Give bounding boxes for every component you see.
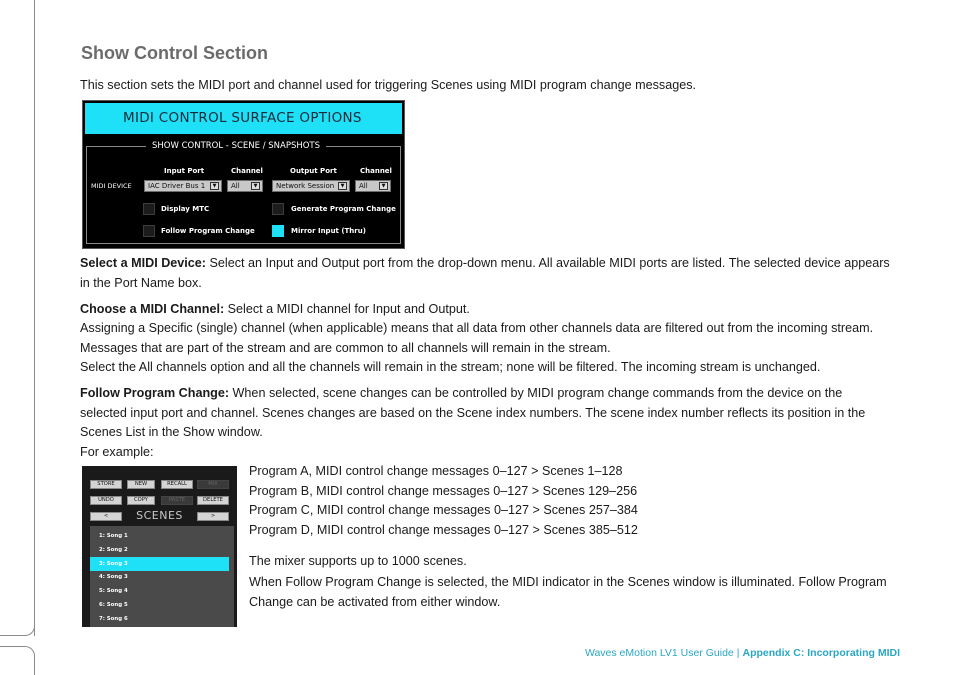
output-port-dropdown[interactable] (272, 180, 350, 192)
previous-scene-button[interactable]: < (90, 512, 122, 521)
for-example-text: For example: (80, 445, 154, 459)
scenes-list (90, 526, 234, 627)
mix-button[interactable]: MIX (197, 480, 229, 489)
display-mtc-label: Display MTC (161, 205, 210, 213)
mirror-input-checkbox[interactable] (272, 225, 284, 237)
scene-item[interactable]: 4: Song 3 (99, 574, 128, 580)
select-device-text: Select an Input and Output port from the drop-down menu. All available MIDI ports are listed. The selected device appears in the Port Name box. (80, 256, 890, 290)
footer-section-title: Appendix C: Incorporating MIDI (742, 647, 900, 659)
assign-specific-paragraph: Assigning a Specific (single) channel (when applicable) means that all data from other channels data are filtered out from the incoming stream. Messages that are part of the stream and are common to all channels will remain in the stream. (80, 321, 874, 355)
example-program-a: Program A, MIDI control change messages 0–127 > Scenes 1–128 (249, 464, 623, 478)
output-channel-header: Channel (360, 167, 392, 175)
scenes-title: SCENES (136, 509, 183, 522)
dropdown-arrow-icon: ▼ (338, 182, 347, 190)
output-port-header: Output Port (290, 167, 337, 175)
follow-program-change-heading: Follow Program Change: (80, 386, 230, 400)
example-program-d: Program D, MIDI control change messages 0–127 > Scenes 385–512 (249, 523, 638, 537)
example-program-c: Program C, MIDI control change messages 0–127 > Scenes 257–384 (249, 503, 638, 517)
page-corner-bottom (0, 646, 35, 675)
input-port-dropdown[interactable] (144, 180, 222, 192)
follow-program-change-checkbox[interactable] (143, 225, 155, 237)
page-title: Show Control Section (81, 43, 268, 63)
dropdown-arrow-icon: ▼ (379, 182, 388, 190)
follow-program-change-label: Follow Program Change (161, 227, 255, 235)
paste-button[interactable]: PASTE (161, 496, 193, 505)
generate-program-change-label: Generate Program Change (291, 205, 396, 213)
left-margin-rule (34, 0, 35, 636)
undo-button[interactable]: UNDO (90, 496, 122, 505)
dropdown-arrow-icon: ▼ (251, 182, 260, 190)
scene-item[interactable]: 5: Song 4 (99, 588, 128, 594)
scene-item[interactable]: 1: Song 1 (99, 533, 128, 539)
input-port-value: IAC Driver Bus 1 (148, 182, 206, 190)
page-footer (585, 647, 900, 659)
input-channel-header: Channel (231, 167, 263, 175)
page-corner-top (0, 620, 35, 636)
show-control-group-label: SHOW CONTROL - SCENE / SNAPSHOTS (146, 140, 326, 152)
footer-separator: | (736, 647, 740, 659)
mixer-supports-text: The mixer supports up to 1000 scenes. (249, 554, 467, 568)
select-all-paragraph: Select the All channels option and all the channels will remain in the stream; none will be filtered. The incoming stream is unchanged. (80, 360, 821, 374)
intro-paragraph: This section sets the MIDI port and channel used for triggering Scenes using MIDI program change messages. (80, 78, 697, 92)
footer-guide-title: Waves eMotion LV1 User Guide (584, 647, 734, 659)
copy-button[interactable]: COPY (127, 496, 155, 505)
input-channel-value: All (231, 182, 240, 190)
scene-item[interactable]: 6: Song 5 (99, 602, 128, 608)
choose-channel-label: Choose a MIDI Channel: (80, 302, 225, 316)
choose-channel-text: Select a MIDI channel for Input and Output. (224, 302, 470, 316)
dropdown-arrow-icon: ▼ (210, 182, 219, 190)
select-device-label: Select a MIDI Device: (80, 256, 206, 270)
midi-panel-header: MIDI CONTROL SURFACE OPTIONS (85, 103, 402, 134)
follow-program-change-text: When selected, scene changes can be controlled by MIDI program change commands from the device on the selected input port and channel. Scenes changes are based on the Scene index numbers. The scene index number reflects its position in the Scenes List in the Show window. (80, 386, 866, 440)
choose-channel-paragraph (80, 300, 892, 320)
input-channel-dropdown[interactable] (227, 180, 263, 192)
midi-control-surface-panel (82, 100, 405, 249)
follow-program-change-paragraph (80, 384, 892, 443)
next-scene-button[interactable]: > (197, 512, 229, 521)
scene-item[interactable]: 2: Song 2 (99, 547, 128, 553)
midi-device-label: MIDI DEVICE (91, 182, 132, 190)
generate-program-change-checkbox[interactable] (272, 203, 284, 215)
when-follow-text: When Follow Program Change is selected, the MIDI indicator in the Scenes window is illuminated. Follow Program Change can be activated from either window. (249, 575, 887, 609)
mirror-input-label: Mirror Input (Thru) (291, 227, 366, 235)
scenes-panel (82, 466, 237, 627)
delete-button[interactable]: DELETE (197, 496, 229, 505)
recall-button[interactable]: RECALL (161, 480, 193, 489)
output-port-value: Network Session (276, 182, 335, 190)
store-button[interactable]: STORE (90, 480, 122, 489)
output-channel-dropdown[interactable] (355, 180, 391, 192)
input-port-header: Input Port (164, 167, 205, 175)
output-channel-value: All (359, 182, 368, 190)
scene-item-selected[interactable]: 3: Song 3 (90, 557, 229, 571)
select-device-paragraph (80, 254, 892, 293)
display-mtc-checkbox[interactable] (143, 203, 155, 215)
scene-item[interactable]: 7: Song 6 (99, 616, 128, 622)
new-button[interactable]: NEW (127, 480, 155, 489)
example-program-b: Program B, MIDI control change messages 0–127 > Scenes 129–256 (249, 484, 638, 498)
